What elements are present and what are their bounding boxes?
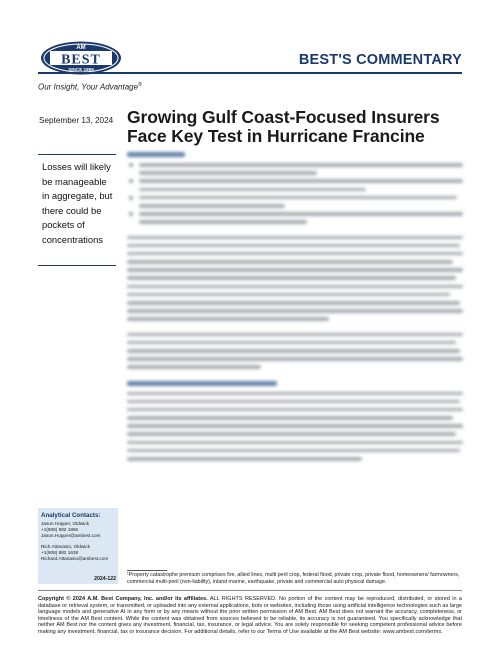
copyright-text: ALL RIGHTS RESERVED. No portion of the content may be reproduced, distributed, or stored in a database or retrieval system, or transmitted, or uploaded into any external applications, bots or websites, including those using artificial intelligence technologies such as large language models and generative AI in any form or by any means without the prior written permission of AM Best. AM Best does not warrant the accuracy, completeness, or timeliness of the AM Best content. While the content was obtained from sources believed to be reliable, its accuracy is not guaranteed. You specifically acknowledge that neither AM Best nor the content gives any investment, financial, tax, insurance, or legal advice. You are solely responsible for seeking competent professional advice before making any investment, financial, tax or insurance decision. For additional details, refer to our Terms of Use available at the AM Best website: www.ambest.com/terms. <box>38 596 462 635</box>
analytical-contacts-title: Analytical Contacts: <box>41 512 101 519</box>
blurred-paragraph <box>127 333 463 369</box>
header-divider <box>38 72 462 74</box>
contact-phone: +1(908) 882 1896 <box>41 527 79 533</box>
am-best-logo <box>40 40 122 76</box>
tagline-text: Our Insight, Your Advantage <box>38 82 139 92</box>
contact-name: Jason Hopper, Oldwick <box>41 521 89 526</box>
blurred-paragraph <box>127 236 463 321</box>
footnote: ¹Property catastrophe premium comprises fire, allied lines, multi peril crop, federal flood, private crop, private flood, homeowners/ farmowners, commercial multi-peril (non-liability), inland marine, earthquake, private and commercial auto physical damage. <box>127 572 460 585</box>
best-commentary-heading <box>299 52 462 68</box>
blurred-article-body <box>127 152 463 465</box>
logo-best-text: BEST <box>61 52 101 68</box>
contact-name: Rich Attanasio, Oldwick <box>41 543 90 549</box>
contact-email-link[interactable]: Jason.Hopper@ambest.com <box>41 533 101 539</box>
blurred-paragraph <box>127 392 463 461</box>
copyright-notice <box>38 596 462 636</box>
commentary-rest: COMMENTARY <box>351 52 462 68</box>
blurred-bullet <box>127 212 463 228</box>
article-title: Growing Gulf Coast-Focused Insurers Face Key Test in Hurricane Francine <box>127 107 440 146</box>
copyright-lead: Copyright © 2024 A.M. Best Company, Inc. and/or its affiliates. <box>38 596 208 602</box>
commentary-bold: BEST'S <box>298 52 352 68</box>
footnote-rule <box>127 570 167 571</box>
blurred-bullet <box>127 179 463 195</box>
publication-date: September 13, 2024 <box>39 116 114 125</box>
registered-mark: ® <box>138 82 142 88</box>
blurred-bullet <box>127 196 463 212</box>
document-number: 2024-122 <box>94 576 116 582</box>
pull-quote-top-rule <box>38 154 116 155</box>
blurred-subheading <box>127 152 185 157</box>
pull-quote: Losses will likely be manageable in aggregate, but there could be pockets of concentrations <box>42 161 113 245</box>
tagline <box>38 82 142 92</box>
copyright-divider <box>38 590 462 591</box>
pull-quote-bottom-rule <box>38 265 116 266</box>
blurred-subheading <box>127 381 277 386</box>
contact-phone: +1(908) 882 1638 <box>41 549 79 555</box>
logo-since-text: SINCE 1899 <box>68 67 94 72</box>
logo-am-text: AM <box>76 45 86 51</box>
analytical-contacts-box <box>38 508 118 584</box>
blurred-bullet <box>127 163 463 179</box>
am-best-logo-mark <box>40 40 122 76</box>
contact-email-link[interactable]: Richard.Attanasio@ambest.com <box>41 556 109 562</box>
